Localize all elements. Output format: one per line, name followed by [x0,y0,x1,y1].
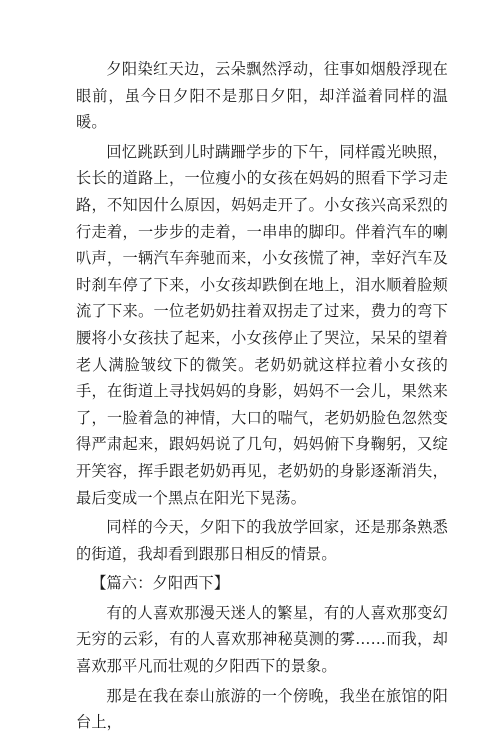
paragraph-5: 那是在我在泰山旅游的一个傍晚，我坐在旅馆的阳台上， [76,686,448,732]
paragraph-4: 有的人喜欢那漫天迷人的繁星，有的人喜欢那变幻无穷的云彩，有的人喜欢那神秘莫测的雾……而我，却喜欢那平凡而壮观的夕阳西下的景象。 [76,603,448,676]
paragraph-2: 回忆跳跃到儿时蹒跚学步的下午，同样霞光映照，长长的道路上，一位瘦小的女孩在妈妈的照看下学习走路，不知因什么原因，妈妈走开了。小女孩兴高采烈的行走着，一步步的走着，一串串的脚印。伴着汽车的喇叭声，一辆汽车奔驰而来，小女孩慌了神，幸好汽车及时刹车停了下来，小女孩却跌倒在地上，泪水顺着脸颊流了下来。一位老奶奶拄着双拐走了过来，费力的弯下腰将小女孩扶了起来，小女孩停止了哭泣，呆呆的望着老人满脸皱纹下的微笑。老奶奶就这样拉着小女孩的手，在街道上寻找妈妈的身影，妈妈不一会儿，果然来了，一脸着急的神情，大口的喘气，老奶奶脸色忽然变得严肃起来，跟妈妈说了几句，妈妈俯下身鞠躬，又绽开笑容，挥手跟老奶奶再见，老奶奶的身影逐渐消失，最后变成一个黑点在阳光下晃荡。 [76,142,448,507]
paragraph-3: 同样的今天，夕阳下的我放学回家，还是那条熟悉的街道，我却看到跟那日相反的情景。 [76,518,448,563]
paragraph-1: 夕阳染红天边，云朵飘然浮动，往事如烟般浮现在眼前，虽今日夕阳不是那日夕阳，却洋溢着同样的温暖。 [76,60,448,132]
section-heading: 【篇六：夕阳西下】 [91,574,230,593]
